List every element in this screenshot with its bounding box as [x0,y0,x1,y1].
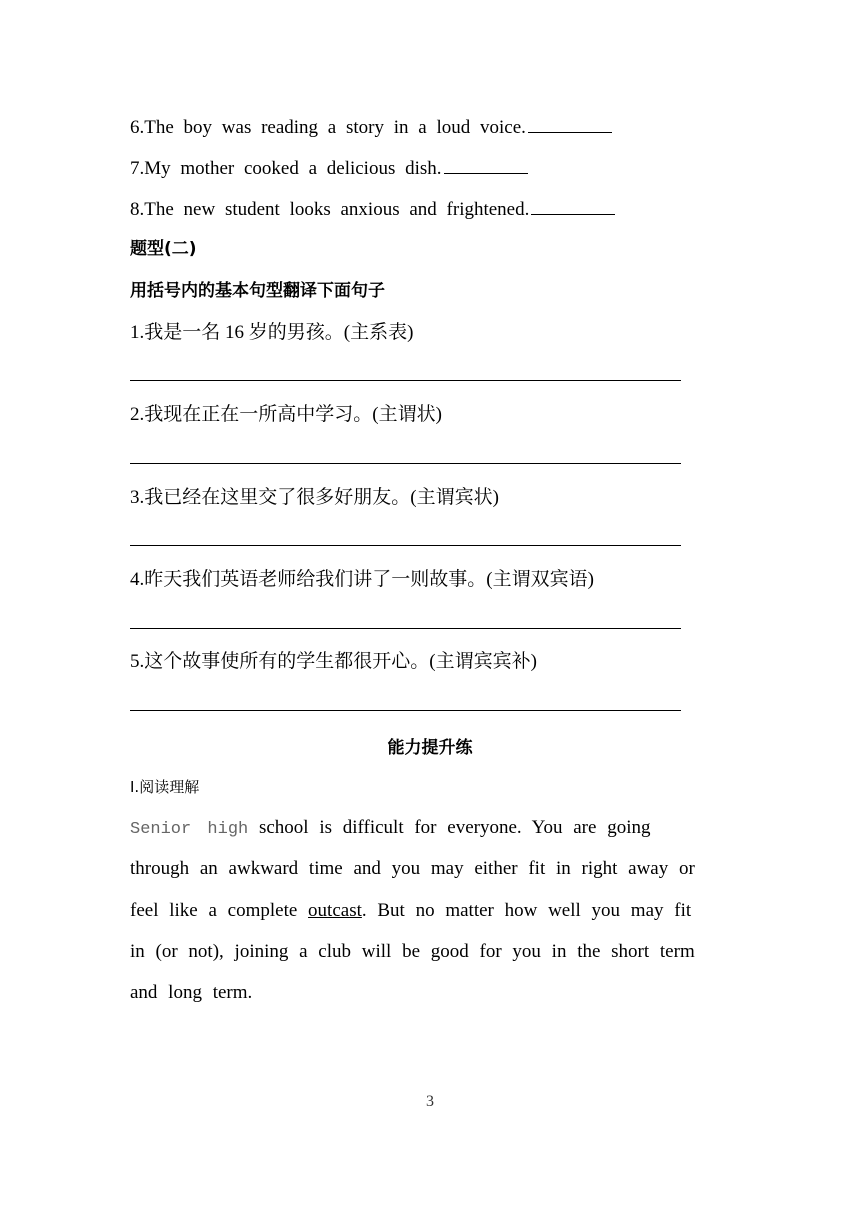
reading-subsection-title: Ⅰ.阅读理解 [130,778,200,796]
answer-blank-7[interactable] [444,155,528,174]
passage-line-3-pre: feel like a complete [130,900,309,921]
answer-blank-6[interactable] [528,114,612,133]
sentence-7 [130,155,528,181]
passage-line-3-post: . But no matter how well you may fit [361,900,692,921]
answer-line-1[interactable] [130,380,681,381]
passage-line-1 [130,816,720,842]
answer-line-4[interactable] [130,628,681,629]
answer-line-3[interactable] [130,545,681,546]
passage-line-1-rest: school is difficult for everyone. You are going [248,817,651,838]
answer-blank-8[interactable] [531,196,615,215]
sentence-6-text: 6.The boy was reading a story in a loud voice. [130,117,526,138]
sentence-8-text: 8.The new student looks anxious and frightened. [130,199,530,220]
passage-line-4: in (or not), joining a club will be good for you in the short term [130,941,695,962]
ability-title: 能力提升练 [387,738,473,758]
sentence-7-text: 7.My mother cooked a delicious dish. [130,158,442,179]
passage-line-5: and long term. [130,982,253,1003]
sentence-6 [130,114,612,140]
page-number: 3 [426,1093,434,1110]
passage-line-2: through an awkward time and you may either fit in right away or [130,858,695,879]
answer-line-5[interactable] [130,710,681,711]
sentence-8 [130,196,615,222]
passage-line-1-start: Senior high [130,820,249,839]
translation-item-5: 5.这个故事使所有的学生都很开心。(主谓宾宾补) [130,651,537,672]
translation-item-3: 3.我已经在这里交了很多好朋友。(主谓宾状) [130,487,499,508]
section-instruction: 用括号内的基本句型翻译下面句子 [130,281,385,301]
section-title: 题型(二) [130,239,197,259]
passage-line-3 [130,899,720,923]
translation-item-4: 4.昨天我们英语老师给我们讲了一则故事。(主谓双宾语) [130,569,594,590]
translation-item-1: 1.我是一名 16 岁的男孩。(主系表) [130,322,414,343]
translation-item-2: 2.我现在正在一所高中学习。(主谓状) [130,404,442,425]
answer-line-2[interactable] [130,463,681,464]
underlined-word: outcast [308,900,362,921]
